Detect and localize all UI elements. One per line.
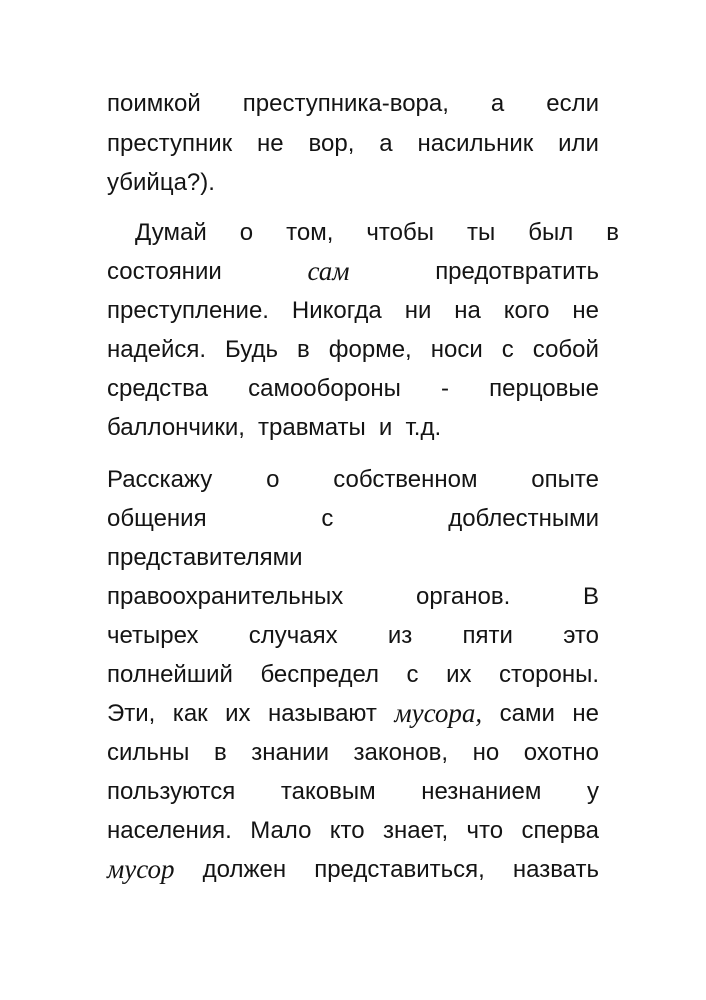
- emphasized-word: сам: [307, 256, 350, 286]
- word: что: [466, 817, 504, 844]
- word: т.д.: [405, 414, 442, 441]
- word: был: [528, 219, 574, 246]
- word: -: [441, 375, 450, 402]
- text-line: [107, 733, 599, 772]
- word: знает,: [382, 817, 449, 844]
- word: и: [378, 414, 393, 441]
- word: ни: [404, 297, 432, 324]
- emphasized-word: мусор: [107, 854, 175, 884]
- word: охотно: [523, 739, 599, 766]
- text-line: [107, 499, 599, 538]
- word: пяти: [462, 622, 513, 649]
- word: не: [257, 130, 284, 157]
- word: назвать: [512, 856, 599, 883]
- word: кто: [329, 817, 365, 844]
- word: травматы: [258, 414, 366, 441]
- word: насильник: [417, 130, 534, 157]
- word: вор,: [308, 130, 355, 157]
- word: в: [213, 739, 227, 766]
- word: из: [387, 622, 413, 649]
- word: с: [321, 505, 334, 532]
- word: сильны: [107, 739, 190, 766]
- word: беспредел: [260, 661, 379, 688]
- word: в: [297, 336, 310, 363]
- word: это: [563, 622, 599, 649]
- word: преступление.: [107, 297, 269, 324]
- word: законов,: [353, 739, 449, 766]
- word: доблестными: [448, 505, 599, 532]
- word: состоянии: [107, 258, 222, 285]
- word: надейся.: [107, 336, 207, 363]
- word: или: [558, 130, 599, 157]
- word: знании: [251, 739, 329, 766]
- word: их: [446, 661, 472, 688]
- word: Эти,: [107, 700, 156, 727]
- text-line: [107, 252, 599, 291]
- word: сами: [499, 700, 555, 727]
- text-line: [107, 577, 599, 616]
- text-line: [107, 408, 599, 447]
- word: должен: [202, 856, 287, 883]
- word: собой: [532, 336, 599, 363]
- text-line: [107, 369, 599, 408]
- word: случаях: [248, 622, 338, 649]
- text-line: [107, 850, 599, 889]
- word: самообороны: [248, 375, 401, 402]
- word: перцовые: [489, 375, 599, 402]
- word: чтобы: [366, 219, 434, 246]
- word: баллончики,: [107, 414, 245, 441]
- word: кого: [503, 297, 550, 324]
- word: Никогда: [291, 297, 382, 324]
- word: четырех: [107, 622, 199, 649]
- word: в: [606, 219, 619, 246]
- word: Думай: [135, 219, 207, 246]
- word: о: [266, 466, 280, 493]
- word: правоохранительных: [107, 583, 344, 610]
- word: таковым: [280, 778, 376, 805]
- word: но: [472, 739, 500, 766]
- text-line: [107, 163, 599, 202]
- text-line: [107, 84, 599, 123]
- word: незнанием: [421, 778, 542, 805]
- text-line: [107, 460, 599, 499]
- word: представителями: [107, 544, 303, 571]
- text-line: [107, 538, 599, 577]
- word: как: [172, 700, 208, 727]
- text-line: [107, 772, 599, 811]
- word: не: [572, 700, 599, 727]
- word: органов.: [415, 583, 511, 610]
- word: их: [225, 700, 251, 727]
- word: о: [239, 219, 254, 246]
- text-line: [107, 291, 599, 330]
- word: не: [572, 297, 599, 324]
- word: полнейший: [107, 661, 233, 688]
- word: убийца?).: [107, 169, 215, 196]
- word: а: [379, 130, 393, 157]
- word: с: [406, 661, 419, 688]
- text-line: [107, 655, 599, 694]
- word: у: [587, 778, 599, 805]
- word: а: [490, 90, 505, 117]
- word: форме,: [328, 336, 412, 363]
- word: Расскажу: [107, 466, 213, 493]
- word: ты: [466, 219, 496, 246]
- word: носи: [430, 336, 483, 363]
- emphasized-word: мусора,: [394, 698, 483, 728]
- text-line: [107, 694, 599, 733]
- text-line: [107, 616, 599, 655]
- word: на: [454, 297, 481, 324]
- word: Будь: [225, 336, 278, 363]
- word: стороны.: [499, 661, 599, 688]
- word: опыте: [531, 466, 599, 493]
- word: преступник: [107, 130, 233, 157]
- word: если: [546, 90, 599, 117]
- word: пользуются: [107, 778, 236, 805]
- text-line: [107, 124, 599, 163]
- word: предотвратить: [435, 258, 599, 285]
- word: с: [501, 336, 514, 363]
- word: том,: [286, 219, 334, 246]
- word: сперва: [521, 817, 599, 844]
- text-line: [107, 330, 599, 369]
- word: средства: [107, 375, 208, 402]
- word: В: [582, 583, 599, 610]
- text-line: [107, 811, 599, 850]
- word: преступника-вора,: [242, 90, 449, 117]
- word: собственном: [333, 466, 478, 493]
- text-line: [107, 213, 619, 252]
- word: поимкой: [107, 90, 201, 117]
- word: называют: [268, 700, 377, 727]
- word: представиться,: [314, 856, 485, 883]
- word: Мало: [250, 817, 312, 844]
- word: общения: [107, 505, 207, 532]
- word: населения.: [107, 817, 232, 844]
